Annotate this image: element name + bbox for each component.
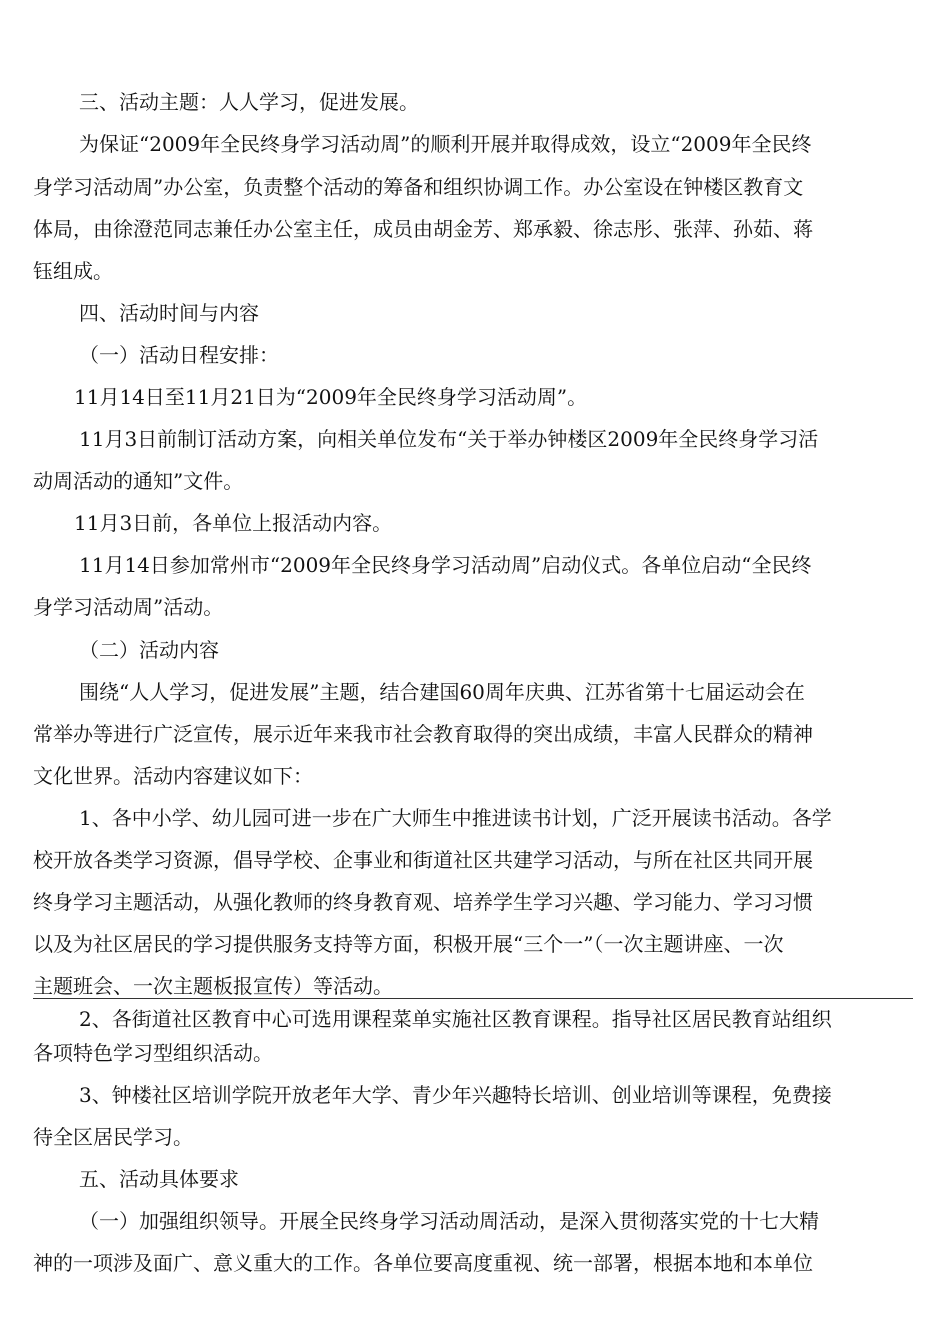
paragraph-line: 神的一项涉及面广、意义重大的工作。各单位要高度重视、统一部署，根据本地和本单位 (33, 1251, 813, 1275)
subsection-heading: （二）活动内容 (79, 638, 219, 662)
paragraph-line: 校开放各类学习资源，倡导学校、企事业和街道社区共建学习活动，与所在社区共同开展 (33, 848, 813, 872)
paragraph-line: 动周活动的通知”文件。 (33, 469, 244, 493)
paragraph-line: 11月14日至11月21日为“2009年全民终身学习活动周”。 (74, 385, 588, 409)
paragraph-line: 常举办等进行广泛宣传，展示近年来我市社会教育取得的突出成绩，丰富人民群众的精神 (33, 722, 813, 746)
section-heading: 三、活动主题：人人学习，促进发展。 (79, 90, 419, 114)
paragraph-line: 11月3日前制订活动方案，向相关单位发布“关于举办钟楼区2009年全民终身学习活 (79, 427, 819, 451)
paragraph-line: 身学习活动周”办公室，负责整个活动的筹备和组织协调工作。办公室设在钟楼区教育文 (33, 175, 804, 199)
section-heading: 五、活动具体要求 (79, 1167, 239, 1191)
paragraph-line: 主题班会、一次主题板报宣传）等活动。 (33, 974, 393, 998)
section-heading: 四、活动时间与内容 (79, 301, 259, 325)
paragraph-line: 以及为社区居民的学习提供服务支持等方面，积极开展“三个一”（一次主题讲座、一次 (33, 932, 784, 956)
paragraph-line: 身学习活动周”活动。 (33, 595, 224, 619)
paragraph-line: 钰组成。 (33, 259, 113, 283)
paragraph-line: 围绕“人人学习，促进发展”主题，结合建国60周年庆典、江苏省第十七届运动会在 (79, 680, 805, 704)
paragraph-line: 为保证“2009年全民终身学习活动周”的顺利开展并取得成效，设立“2009年全民终 (79, 132, 812, 156)
paragraph-line: 11月14日参加常州市“2009年全民终身学习活动周”启动仪式。各单位启动“全民终 (79, 553, 812, 577)
paragraph-line: 各项特色学习型组织活动。 (33, 1041, 273, 1065)
paragraph-line: 11月3日前，各单位上报活动内容。 (74, 511, 393, 535)
paragraph-line: 待全区居民学习。 (33, 1125, 193, 1149)
paragraph-line: 2、各街道社区教育中心可选用课程菜单实施社区教育课程。指导社区居民教育站组织 (79, 1007, 832, 1031)
subsection-heading: （一）活动日程安排： (79, 343, 279, 367)
paragraph-line: 3、钟楼社区培训学院开放老年大学、青少年兴趣特长培训、创业培训等课程，免费接 (79, 1083, 832, 1107)
divider-line (33, 998, 913, 999)
paragraph-line: 文化世界。活动内容建议如下： (33, 764, 313, 788)
paragraph-line: （一）加强组织领导。开展全民终身学习活动周活动，是深入贯彻落实党的十七大精 (79, 1209, 819, 1233)
paragraph-line: 体局，由徐澄范同志兼任办公室主任，成员由胡金芳、郑承毅、徐志彤、张萍、孙茹、蒋 (33, 217, 813, 241)
paragraph-line: 1、各中小学、幼儿园可进一步在广大师生中推进读书计划，广泛开展读书活动。各学 (79, 806, 832, 830)
paragraph-line: 终身学习主题活动，从强化教师的终身教育观、培养学生学习兴趣、学习能力、学习习惯 (33, 890, 813, 914)
